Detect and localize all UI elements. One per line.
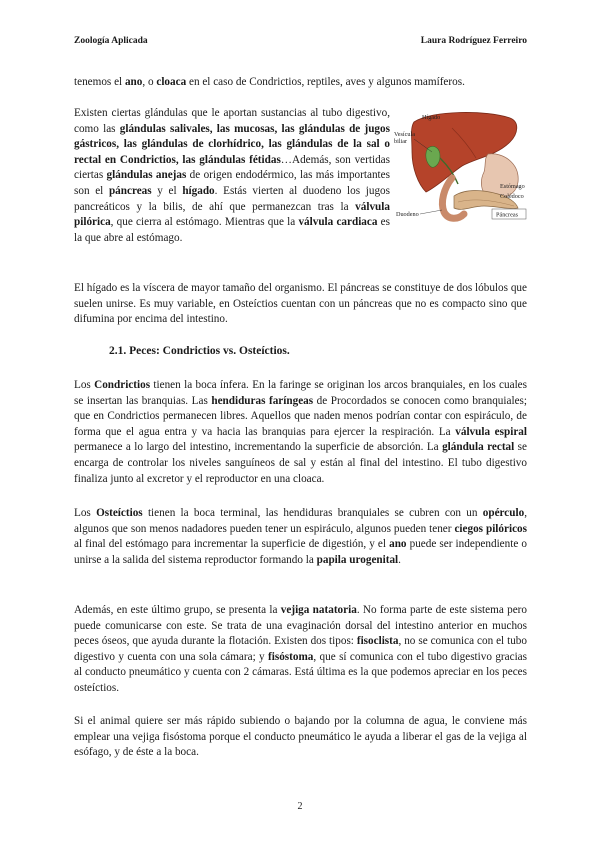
text-run: , algunos que son menos nadadores pueden tener un espiráculo, algunos pueden tener xyxy=(74,507,527,535)
bold-term: fisóstoma xyxy=(268,650,314,663)
header-course: Zoología Aplicada xyxy=(74,36,148,46)
bold-term: ciegos pilóricos xyxy=(454,522,527,535)
label-higado: Hígado xyxy=(422,114,441,121)
label-estomago: Estómago xyxy=(500,183,525,190)
text-run: Los xyxy=(74,379,95,391)
paragraph-glands xyxy=(74,106,390,246)
text-run: Los xyxy=(74,507,97,519)
bold-term: válvula cardiaca xyxy=(298,216,378,229)
label-coledoco: Colédoco xyxy=(500,193,524,200)
text-run: y el xyxy=(151,184,183,197)
text-run: de origen endodérmico, las más importantes son el xyxy=(74,169,390,197)
bold-term: ano xyxy=(124,76,143,88)
paragraph-osteictios xyxy=(74,506,527,568)
bold-term: Condrictios xyxy=(94,379,151,391)
text-run: se encarga de controlar los niveles sanguíneos de sal y están al final del intestino. El tubo digestivo finaliza junto al excretor y el reproductor en una cloaca. xyxy=(74,441,527,485)
bold-term: páncreas xyxy=(108,184,152,197)
text-run: de Procordados se conocen como branquiales; que en Condrictios permanecen libres. Aquellos que naden menos podrían contar con espiráculo, de forma que el agua entra y va hacia las branquias para ejercer la respiración. La xyxy=(74,394,527,438)
bold-term: Osteíctios xyxy=(96,507,143,519)
text-run: tienen la boca terminal, las hendiduras branquiales se cubren con un xyxy=(142,507,483,519)
label-biliar: biliar xyxy=(394,138,408,145)
text-run: , o xyxy=(142,76,157,88)
page-number: 2 xyxy=(297,801,303,812)
bold-term: ano xyxy=(389,538,407,551)
text-run: permanece a lo largo del intestino, incrementando la superficie de absorción. La xyxy=(74,441,443,454)
bold-term: papila urogenital xyxy=(316,553,399,566)
bold-term: glándulas anejas xyxy=(106,169,187,182)
liver-pancreas-illustration xyxy=(392,108,529,231)
paragraph-cloaca xyxy=(74,75,527,91)
text-run: …Además, son vertidas ciertas xyxy=(74,153,390,182)
text-run: El hígado es la víscera de mayor tamaño del organismo. El páncreas se constituye de dos lóbulos que suelen unirse. Es muy variable, en Osteíctios cuentan con un páncreas que no es compacto sino que difumina por encima del intestino. xyxy=(74,282,527,326)
text-run: es la que abre al estómago. xyxy=(74,216,390,244)
section-heading: 2.1. Peces: Condrictios vs. Osteíctios. xyxy=(109,345,290,357)
text-run: , que cierra al estómago. Mientras que la xyxy=(110,216,299,229)
page-header xyxy=(74,36,527,50)
bold-term: fisoclista xyxy=(356,635,399,648)
text-run: . xyxy=(398,553,401,566)
text-run: en el caso de Condrictios, reptiles, aves y algunos mamíferos. xyxy=(186,76,465,88)
paragraph-condrictios xyxy=(74,378,527,487)
text-run: Si el animal quiere ser más rápido subiendo o bajando por la columna de agua, le conviene más emplear una vejiga fisóstoma porque el conducto pneumático le ayuda a liberar el gas de la vejiga al esófago, y de éste a la boca. xyxy=(74,715,527,759)
text-run: Además, en este último grupo, se presenta la xyxy=(74,604,281,616)
text-run: . Estás vierten al duodeno los jugos pancreáticos y la bilis, de ahí que permanezcan tras la xyxy=(74,184,391,213)
label-vesicula: Vesícula xyxy=(394,131,415,138)
text-run: al final del estómago para incrementar la superficie de digestión, y el xyxy=(74,538,390,551)
text-run: tenemos el xyxy=(74,76,125,88)
bold-term: glándula rectal xyxy=(442,441,515,454)
text-run: . No forma parte de este sistema pero puede comunicarse con este. Se trata de una evaginación dorsal del intestino anterior en muchos peces óseos, que ayuda durante la flotación. Existen dos tipos: xyxy=(74,604,528,648)
text-run: , que sí comunica con el tubo digestivo gracias al conducto pneumático y cuenta con 2 cámaras. Está última es la que podemos apreciar en los peces osteíctios. xyxy=(74,650,527,694)
bold-term: glándulas salivales, las mucosas, las glándulas de jugos gástricos, las glándulas de clorhídrico, las glándulas de la sal o rectal en Condrictios, las glándulas fétidas xyxy=(74,122,390,166)
header-author: Laura Rodríguez Ferreiro xyxy=(420,36,527,46)
bold-term: hendiduras faríngeas xyxy=(211,394,314,407)
digestive-glands-figure xyxy=(392,108,529,231)
paragraph-swim-bladder xyxy=(74,603,527,697)
label-duodeno: Duodeno xyxy=(396,211,419,218)
bold-term: válvula espiral xyxy=(455,425,527,438)
paragraph-liver-pancreas xyxy=(74,281,527,328)
label-pancreas: Páncreas xyxy=(496,211,518,219)
bold-term: opérculo xyxy=(482,507,525,519)
text-run: puede ser independiente o unirse a la salida del sistema reproductor formando la xyxy=(74,538,527,566)
bold-term: cloaca xyxy=(156,76,187,88)
text-run: Existen ciertas glándulas que le aportan sustancias al tubo digestivo, como las xyxy=(74,107,390,135)
text-run: tienen la boca ínfera. En la faringe se originan los arcos branquiales, en los cuales se insertan las branquias. Las xyxy=(74,379,527,407)
paragraph-fisostoma xyxy=(74,714,527,761)
text-run: , no se comunica con el tubo digestivo y cuenta con una sola cámara; y xyxy=(74,635,527,663)
bold-term: hígado xyxy=(182,184,215,197)
bold-term: vejiga natatoria xyxy=(280,604,357,616)
bold-term: válvula pilórica xyxy=(74,200,390,229)
